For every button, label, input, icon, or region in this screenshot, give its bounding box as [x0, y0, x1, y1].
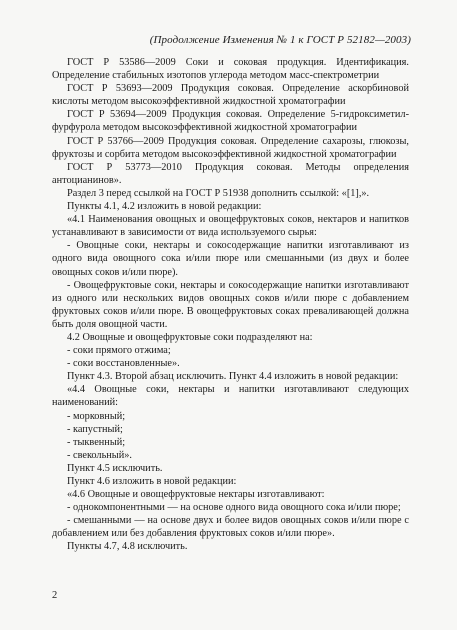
paragraph-section-3: Раздел 3 перед ссылкой на ГОСТ Р 51938 дополнить ссылкой: «[1],».	[67, 187, 370, 199]
paragraph-4-4: «4.4 Овощные соки, нектары и напитки изготавливают следующих наименований:	[52, 384, 409, 409]
list-item-direct-pressed: - соки прямого отжима;	[67, 345, 171, 357]
paragraph-gost-53693: ГОСТ Р 53693—2009 Продукция соковая. Определение аскорбиновой кислоты методом высокоэффективной жидкостной хроматографии	[52, 83, 409, 108]
list-item-cabbage: - капустный;	[67, 423, 123, 435]
paragraph-clauses-4-1-4-2: Пункты 4.1, 4.2 изложить в новой редакции:	[67, 201, 262, 213]
paragraph-clause-4-5: Пункт 4.5 исключить.	[67, 462, 163, 474]
list-item-reconstituted: - соки восстановленные».	[67, 358, 180, 370]
paragraph-4-2: 4.2 Овощные и овощефруктовые соки подразделяют на:	[67, 331, 313, 343]
list-item-mixed: - смешанными — на основе двух и более видов овощных соков и/или пюре с добавлением или без добавления фруктовых соков и/или пюре».	[52, 515, 409, 540]
paragraph-vegetable-fruit-juices: - Овощефруктовые соки, нектары и сокосодержащие напитки изготавливают из одного или нескольких видов овощных соков и/или пюре с добавлением фруктовых соков и/или пюре. В овощефруктовых соках преваливающей должна быть доля овощной части.	[52, 279, 409, 330]
paragraph-clause-4-6: Пункт 4.6 изложить в новой редакции:	[67, 476, 237, 487]
paragraph-gost-53694: ГОСТ Р 53694—2009 Продукция соковая. Определение 5-гидроксиметил-фурфурола методом высокоэффективной жидкостной хроматографии	[52, 109, 409, 134]
paragraph-4-1: «4.1 Наименования овощных и овощефруктовых соков, нектаров и напитков устанавливают в зависимости от вида используемого сырья:	[52, 214, 409, 239]
document-body	[52, 56, 409, 554]
paragraph-clause-4-3: Пункт 4.3. Второй абзац исключить. Пункт 4.4 изложить в новой редакции:	[67, 371, 399, 383]
paragraph-vegetable-juices: - Овощные соки, нектары и сокосодержащие напитки изготавливают из одного вида овощного сока и/или пюре или смешанными (из двух и более овощных соков и/или пюре).	[52, 240, 409, 278]
page-number: 2	[52, 590, 58, 601]
paragraph-gost-53586: ГОСТ Р 53586—2009 Соки и соковая продукция. Идентификация. Определение стабильных изотопов углерода методом масс-спектрометрии	[52, 57, 409, 82]
paragraph-gost-53766: ГОСТ Р 53766—2009 Продукция соковая. Определение сахарозы, глюкозы, фруктозы и сорбита методом высокоэффективной жидкостной хроматографии	[52, 135, 409, 160]
list-item-carrot: - морковный;	[67, 410, 126, 422]
running-header: (Продолжение Изменения № 1 к ГОСТ Р 52182—2003)	[149, 34, 411, 46]
list-item-beet: - свекольный».	[67, 449, 132, 461]
paragraph-gost-53773: ГОСТ Р 53773—2010 Продукция соковая. Методы определения антоцианинов».	[52, 161, 409, 186]
paragraph-clauses-4-7-4-8: Пункты 4.7, 4.8 исключить.	[67, 541, 188, 553]
paragraph-4-6: «4.6 Овощные и овощефруктовые нектары изготавливают:	[67, 489, 325, 501]
list-item-pumpkin: - тыквенный;	[67, 436, 126, 448]
list-item-single-component: - однокомпонентными — на основе одного вида овощного сока и/или пюре;	[67, 502, 401, 514]
